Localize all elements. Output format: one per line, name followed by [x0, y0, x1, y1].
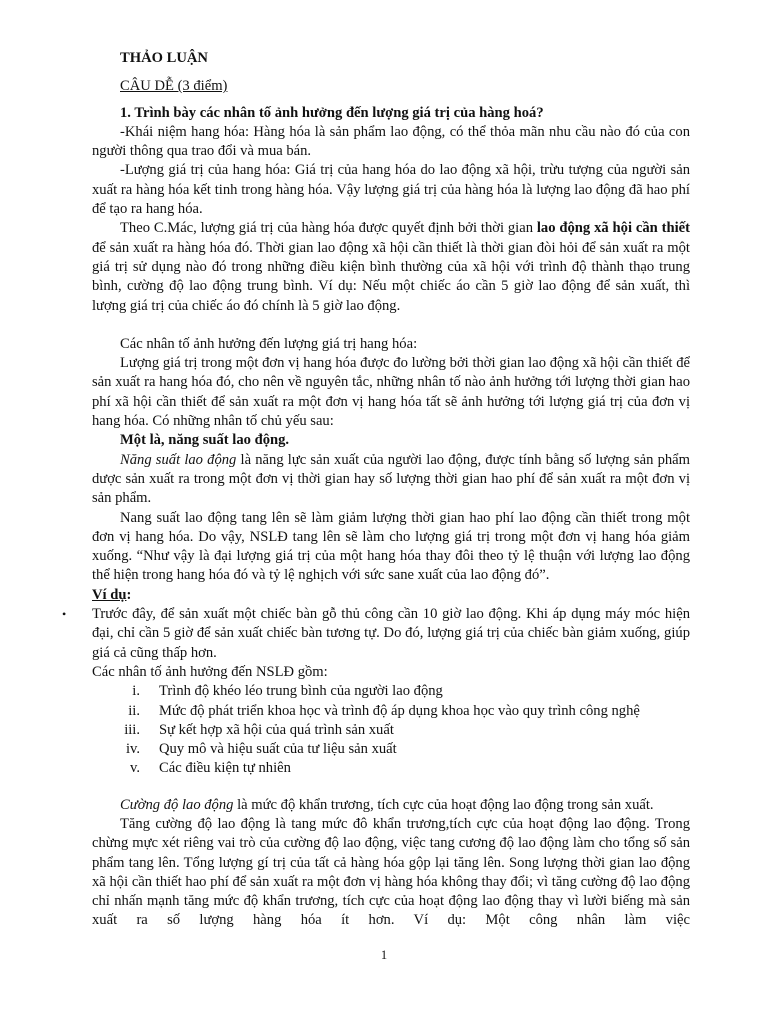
- question-heading: 1. Trình bày các nhân tố ảnh hưởng đến lượng giá trị của hàng hoá?: [120, 104, 544, 121]
- paragraph-marx-bold: lao động xã hội cần thiết: [536, 220, 690, 237]
- list-item-number: iv.: [125, 741, 140, 758]
- paragraph-productivity-def-text: là năng lực sản xuất của người lao động, được tính bằng số lượng sản phẩm dược sản xuất ra trong một đơn vị thời gian hay số lượng thời gian hao phí để sản xuất ra một đơn vị sản phẩm.: [92, 451, 690, 507]
- list-item-number: v.: [130, 760, 140, 777]
- paragraph-marx-text-a: Theo C.Mác, lượng giá trị của hàng hóa được quyết định bởi thời gian: [120, 220, 537, 237]
- example-label: [92, 586, 690, 605]
- list-item-text: Quy mô và hiệu suất của tư liệu sản xuất: [159, 741, 397, 758]
- page-number: 1: [380, 948, 388, 962]
- paragraph-factors-intro: Các nhân tố ảnh hưởng đến lượng giá trị hang hóa:: [120, 335, 418, 352]
- document-body: [62, 49, 690, 931]
- example-label-text: Ví dụ: [92, 586, 127, 603]
- paragraph-value-amount: -Lượng giá trị của hang hóa: Giá trị của hang hóa do lao động xã hội, trừu tượng của người sản xuất ra hàng hóa kết tinh trong hàng hóa. Vậy lượng giá trị của hàng hóa là lượng lao động đã hao phí để tạo ra hang hóa.: [92, 162, 690, 218]
- bullet-item-text: Trước đây, để sản xuất một chiếc bàn gỗ thủ công cần 10 giờ lao động. Khi áp dụng máy móc hiện đại, chỉ cần 5 giờ để sản xuất chiếc bàn tương tự. Do đó, lượng giá trị của chiếc bàn giảm xuống, giúp giá cả cũng thấp hơn.: [92, 606, 690, 661]
- list-item-number: ii.: [128, 702, 140, 719]
- spacer: [92, 316, 690, 335]
- list-item-text: Trình độ khéo léo trung bình của người lao động: [159, 683, 443, 700]
- factor-list: [92, 682, 690, 778]
- term-productivity: Năng suất lao động: [120, 451, 237, 468]
- paragraph-intensity-def: [92, 796, 690, 815]
- document-title: THẢO LUẬN: [120, 50, 208, 66]
- list-item-text: Mức độ phát triển khoa học và trình độ áp dụng khoa học vào quy trình công nghệ: [159, 702, 640, 719]
- list-item-text: Sự kết hợp xã hội của quá trình sản xuất: [159, 721, 394, 738]
- paragraph-intensity-effect: Tăng cường độ lao động là tang mức đô khẩn trương,tích cực của hoạt động lao động. Trong chừng mực xét riêng vai trò của cường độ lao động, việc tang cương độ lao động làm cho tổng số sản phẩm tang lên. Tổng lượng gí trị của tất cả hàng hóa gộp lại tăng lên. Song lượng thời gian lao động xã hội cần thiết hao phí để sản xuất ra một đơn vị hàng hóa không thay đổi; vì tăng cường độ lao động chỉ nhấn mạnh tăng mức độ khẩn trương, tích cực của hoạt động lao động thay vì lười biếng mà sản xuất ra số lượng hàng hóa ít hơn. Ví dụ: Một công nhân làm việc: [92, 815, 690, 929]
- paragraph-marx-text-b: để sản xuất ra hàng hóa đó. Thời gian lao động xã hội cần thiết là thời gian đòi hỏi để sản xuất ra một giá trị sử dụng nào đó trong những điều kiện bình thường của xã hội với trình độ thành thạo trung bình, cường độ lao động trung bình. Ví dụ: Nếu một chiếc áo cần 5 giờ lao động để sản xuất, thì lượng giá trị của chiếc áo đó chính là 5 giờ lao động.: [92, 239, 690, 314]
- paragraph-productivity-def: [92, 451, 690, 509]
- list-item-text: Các điều kiện tự nhiên: [159, 760, 291, 777]
- paragraph-factors-explain: Lượng giá trị trong một đơn vị hang hóa được đo lường bởi thời gian lao động xã hội cần thiết để sản xuất ra hang hóa đó, cho nên về nguyên tắc, những nhân tố nào ảnh hưởng tới lượng thời gian hao phí xã hội cần thiết để sản xuất ra một đơn vị hang hóa tất sẽ ảnh hưởng tới lượng giá trị của đơn vị hang hóa. Có những nhân tố chủ yếu sau:: [92, 355, 690, 430]
- subheading-productivity-text: Một là, năng suất lao động.: [120, 432, 290, 449]
- paragraph-marx: [92, 219, 690, 315]
- bullet-item: [62, 605, 690, 663]
- paragraph-definition: -Khái niệm hang hóa: Hàng hóa là sản phẩm lao động, có thể thỏa mãn nhu cầu nào đó của con người thông qua trao đổi và mua bán.: [92, 123, 690, 160]
- bullet-dot-icon: •: [62, 607, 67, 622]
- term-intensity: Cường độ lao động: [120, 796, 234, 813]
- list-item: [92, 682, 690, 701]
- spacer: [92, 779, 690, 796]
- list-item: [92, 740, 690, 759]
- list-item: [92, 721, 690, 740]
- list-item-number: iii.: [124, 721, 140, 738]
- list-item-number: i.: [132, 683, 140, 700]
- paragraph-productivity-effect: Nang suất lao động tang lên sẽ làm giảm lượng thời gian hao phí lao động cần thiết trong một đơn vị hang hóa. Do vậy, NSLĐ tang lên sẽ làm cho lượng giá trị trong một đơn vị hang hóa giảm xuống. “Như vậy là đại lượng giá trị của một hang hóa thay đôi theo tỷ lệ thuận với lượng lao động thể hiện trong hang hóa đó và tỷ lệ nghịch với sức sane xuất của lao động đó”.: [92, 509, 690, 584]
- paragraph-intensity-def-text: là mức độ khẩn trương, tích cực của hoạt động lao động trong sản xuất.: [233, 796, 654, 813]
- example-label-colon: :: [126, 586, 132, 603]
- section-heading: CÂU DỄ (3 điểm): [120, 78, 228, 95]
- paragraph-nsld-factors: Các nhân tố ảnh hưởng đến NSLĐ gồm:: [92, 663, 328, 680]
- list-item: [92, 759, 690, 778]
- list-item: [92, 702, 690, 721]
- subheading-productivity: [92, 431, 690, 450]
